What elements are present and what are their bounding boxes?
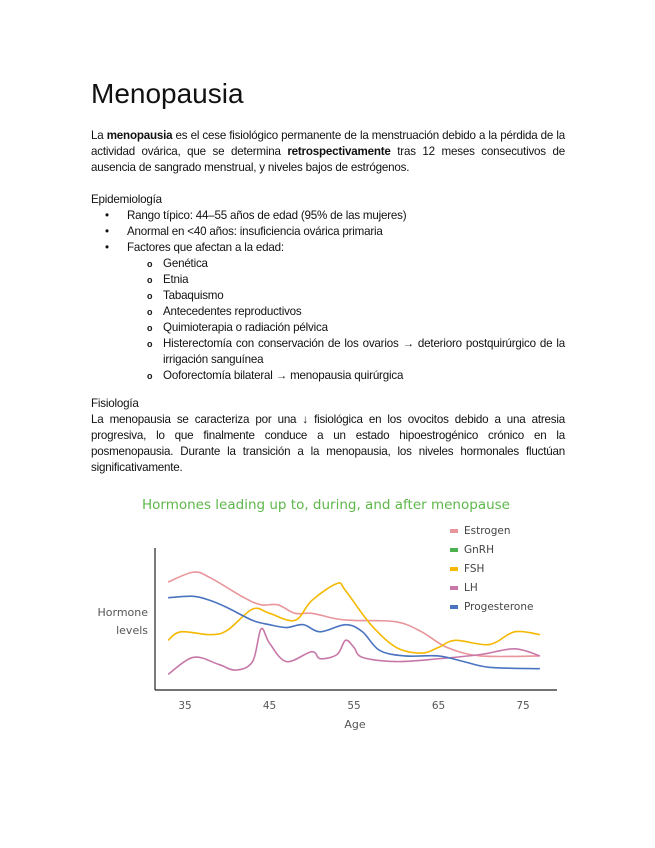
intro-text: La [91,129,107,142]
physiology-section [91,396,565,476]
legend-label: LH [464,582,478,594]
list-item: • Rango típico: 44–55 años de edad (95% de las mujeres) [91,208,565,224]
series-line-lh [168,628,540,674]
intro-text: es el cese fisiológico permanente de la menstruación debido a la pérdida de la actividad ovárica, que se determina [91,129,565,158]
factors-list [91,256,565,384]
legend-swatch [450,586,458,590]
list-item: o Genética [91,256,565,272]
epidemiology-heading: Epidemiología [91,193,162,206]
intro-bold-term: retrospectivamente [287,145,391,158]
physiology-heading: Fisiología [91,397,139,410]
legend-swatch [450,567,458,571]
list-item [91,240,565,384]
x-tick-label: 35 [178,700,192,712]
legend-swatch [450,548,458,552]
legend-label: GnRH [464,544,494,556]
list-item: o Tabaquismo [91,288,565,304]
legend-swatch [450,605,458,609]
page-title: Menopausia [91,78,244,109]
intro-bold-term: menopausia [106,129,173,142]
x-tick-label: 55 [347,700,361,712]
list-item: o Histerectomía con conservación de los ovarios → deterioro postquirúrgico de la irrigación sanguínea [91,336,565,368]
list-item-label: Factores que afectan a la edad: [127,241,284,254]
series-line-fsh [168,583,540,653]
legend-swatch [450,529,458,533]
x-axis-label: Age [344,718,366,731]
epidemiology-section [91,192,565,384]
list-item: o Quimioterapia o radiación pélvica [91,320,565,336]
list-item: • Anormal en <40 años: insuficiencia ovárica primaria [91,224,565,240]
physiology-text: La menopausia se caracteriza por una ↓ fisiológica en los ovocitos debido a una atresia progresiva, lo que finalmente conduce a un estado hipoestrogénico crónico en la posmenopausia. Durante la transición a la menopausia, los niveles hormonales fluctúan significativamente. [91,413,565,474]
list-item: o Ooforectomía bilateral → menopausia quirúrgica [91,368,565,384]
legend-label: FSH [464,563,485,575]
list-item: o Etnia [91,272,565,288]
legend-label: Progesterone [464,601,534,613]
x-tick-label: 75 [516,700,530,712]
chart-title: Hormones leading up to, during, and after menopause [141,497,511,513]
y-axis-label: Hormone levels [97,606,148,637]
intro-text: tras 12 meses consecutivos de ausencia de sangrado menstrual, y niveles bajos de estrógenos. [91,145,565,174]
legend-label: Estrogen [464,525,511,537]
epidemiology-list [91,208,565,384]
hormone-chart [90,490,560,740]
list-item: o Antecedentes reproductivos [91,304,565,320]
intro-paragraph [91,128,565,176]
x-tick-label: 65 [431,700,446,712]
x-tick-label: 45 [262,700,277,712]
